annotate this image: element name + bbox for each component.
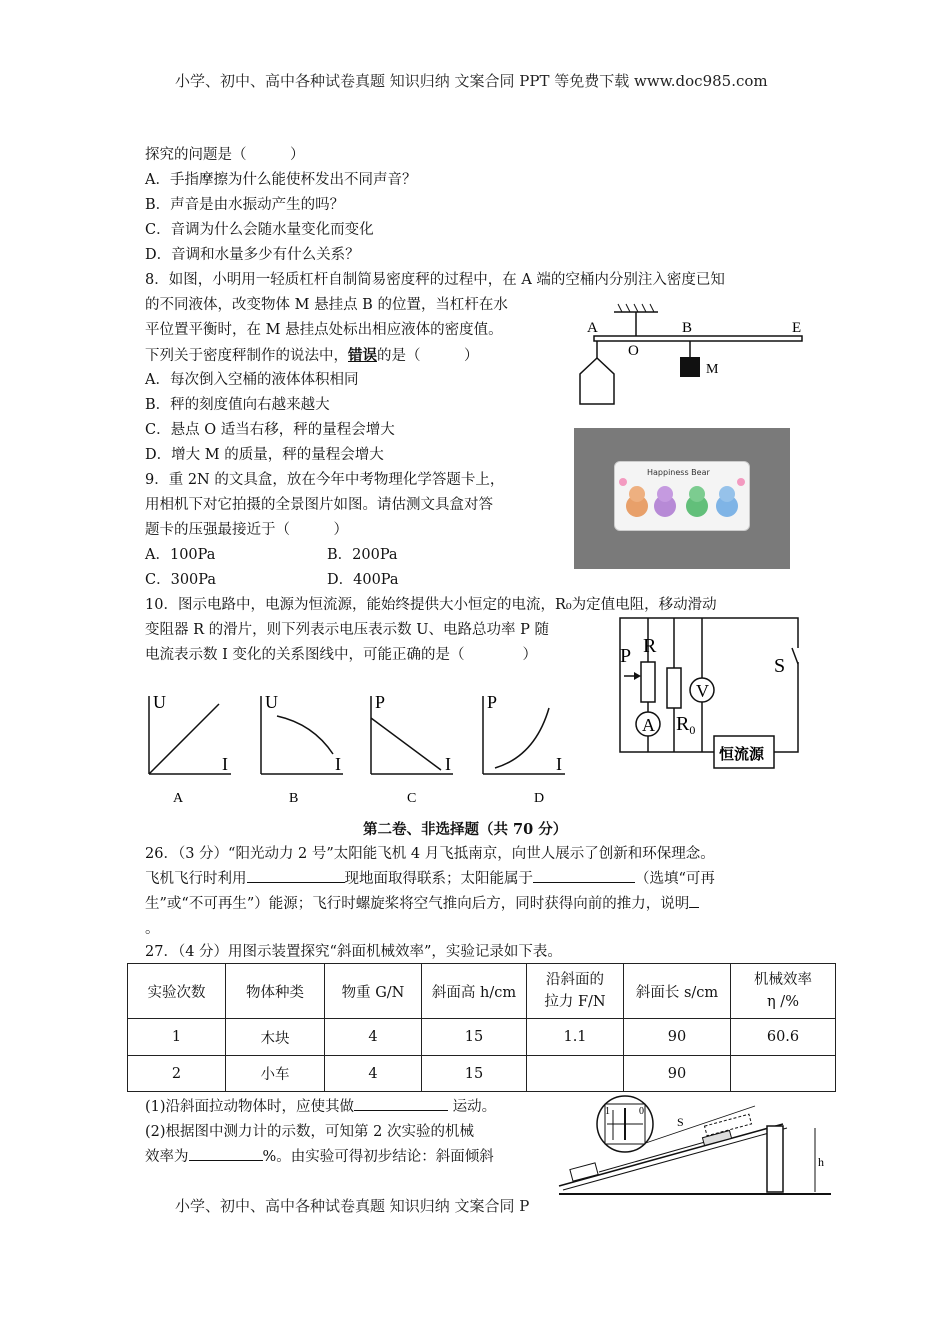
q9-line2: 用相机下对它拍摄的全景图片如图。请估测文具盒对答: [145, 497, 493, 513]
q8-option-d: D．增大 M 的质量，秤的量程会增大: [145, 447, 384, 463]
label-b: B: [682, 320, 693, 336]
label-a: A: [587, 320, 598, 336]
graph-d: [483, 692, 565, 806]
svg-text:P: P: [375, 692, 386, 712]
label-current-source: 恒流源: [719, 745, 765, 763]
label-m: M: [706, 362, 719, 377]
cart: [570, 1163, 598, 1181]
q7-option-b: B．声音是由水振动产生的吗？: [145, 197, 345, 213]
label-r0: $R_0$: [676, 713, 696, 737]
graph-c: [371, 692, 453, 806]
experiment-table: [127, 963, 836, 1092]
svg-text:I: I: [335, 754, 341, 774]
q8-emphasis: 错误: [348, 347, 377, 364]
q9-option-a: A．100Pa: [145, 547, 216, 563]
label-e: E: [792, 320, 802, 336]
graph-b: [261, 692, 343, 806]
resistor-r0: [667, 668, 681, 708]
q27-sub1: (1)沿斜面拉动物体时，应使其做 运动。: [145, 1095, 496, 1120]
q10-line3: 电流表示数 I 变化的关系图线中，可能正确的是（ ）: [145, 647, 537, 663]
q9-option-d: D．400Pa: [327, 572, 399, 588]
q8-line4-post: 的是（ ）: [377, 348, 479, 364]
pencil-box-photo: [574, 428, 790, 569]
q27-sub2-line2: 效率为 %。由实验可得初步结论：斜面倾斜: [145, 1145, 494, 1170]
q26-line3: 生”或“不可再生”）能源；飞行时螺旋桨将空气推向后方，同时获得向前的推力，说明: [145, 892, 699, 917]
q8-line4-pre: 下列关于密度秤制作的说法中，: [145, 348, 348, 364]
svg-text:I: I: [556, 754, 562, 774]
q26-line4: 。: [145, 921, 160, 937]
pencil-box: [614, 461, 750, 531]
q27-line1: 27．（4 分）用图示装置探究“斜面机械效率”，实验记录如下表。: [145, 944, 562, 960]
label-s: S: [677, 1115, 684, 1129]
label-p: P: [620, 645, 632, 667]
svg-text:C: C: [407, 791, 417, 806]
bear-illustrations: [615, 462, 749, 530]
q27-blank-1[interactable]: [354, 1096, 448, 1111]
q27-blank-2[interactable]: [189, 1146, 263, 1161]
q8-line2: 的不同液体，改变物体 M 悬挂点 B 的位置，当杠杆在水: [145, 297, 508, 313]
section2-title: 第二卷、非选择题（共 70 分）: [363, 821, 568, 838]
q7-option-d: D．音调和水量多少有什么关系？: [145, 247, 360, 263]
incline-figure: [555, 1090, 835, 1200]
q9-option-b: B．200Pa: [327, 547, 398, 563]
table-row: 2 小车 4 15 90: [128, 1056, 836, 1092]
svg-text:P: P: [487, 692, 498, 712]
incline-support: [767, 1126, 783, 1192]
graph-a: [149, 692, 231, 806]
label-v: V: [696, 681, 709, 701]
pencil-box-label: Happiness Bear: [647, 468, 710, 477]
svg-text:I: I: [445, 754, 451, 774]
circuit-diagram: [612, 612, 808, 772]
mass-m: [680, 357, 700, 377]
q9-option-c: C．300Pa: [145, 572, 217, 588]
scale-label-1: 1: [605, 1106, 610, 1117]
table-header-row: 实验次数 物体种类 物重 G/N 斜面高 h/cm 沿斜面的 拉力 F/N 斜面长 s/cm 机械效率 η /%: [128, 964, 836, 1019]
q7-option-a: A．手指摩擦为什么能使杯发出不同声音？: [145, 172, 417, 188]
q10-line2: 变阻器 R 的滑片，则下列表示电压表示数 U、电路总功率 P 随: [145, 622, 549, 638]
q26-line2: 飞机飞行时利用 现地面取得联系；太阳能属于 （选填“可再: [145, 867, 715, 892]
scale-label-0: 0: [639, 1106, 644, 1117]
svg-text:U: U: [153, 692, 166, 712]
label-o: O: [628, 343, 639, 359]
q8-option-a: A．每次倒入空桶的液体体积相同: [145, 372, 359, 388]
svg-text:U: U: [265, 692, 278, 712]
label-s: S: [774, 655, 786, 677]
page-footer: 小学、初中、高中各种试卷真题 知识归纳 文案合同 P: [175, 1197, 530, 1215]
q7-option-c: C．音调为什么会随水量变化而变化: [145, 222, 374, 238]
label-a-meter: A: [642, 715, 655, 735]
q26-line1: 26．（3 分）“阳光动力 2 号”太阳能飞机 4 月飞抵南京，向世人展示了创新和环保理念。: [145, 846, 715, 862]
q27-sub2-line1: (2)根据图中测力计的示数，可知第 2 次实验的机械: [145, 1124, 474, 1140]
svg-text:I: I: [222, 754, 228, 774]
q8-line1: 8．如图，小明用一轻质杠杆自制简易密度秤的过程中，在 A 端的空桶内分别注入密度已知: [145, 272, 725, 288]
svg-text:B: B: [289, 791, 299, 806]
q9-line1: 9．重 2N 的文具盒，放在今年中考物理化学答题卡上，: [145, 472, 505, 488]
label-r: R: [643, 635, 657, 657]
lever-diagram: [570, 300, 810, 412]
q26-blank-1[interactable]: [247, 868, 345, 883]
q8-line4: [145, 343, 479, 369]
q8-option-b: B．秤的刻度值向右越来越大: [145, 397, 330, 413]
q8-option-c: C．悬点 O 适当右移，秤的量程会增大: [145, 422, 395, 438]
q9-line3: 题卡的压强最接近于（ ）: [145, 522, 348, 538]
q8-line3: 平位置平衡时，在 M 悬挂点处标出相应液体的密度值。: [145, 322, 503, 338]
q26-blank-3[interactable]: [689, 893, 699, 908]
answer-graphs: [135, 688, 585, 810]
label-h: h: [818, 1155, 824, 1169]
svg-text:D: D: [534, 791, 545, 806]
page-header: 小学、初中、高中各种试卷真题 知识归纳 文案合同 PPT 等免费下载 www.doc985.com: [175, 72, 768, 90]
rheostat-r: [641, 662, 655, 702]
q10-line1: 10．图示电路中，电源为恒流源，能始终提供大小恒定的电流，R₀为定值电阻，移动滑动: [145, 597, 717, 613]
q7-stem: 探究的问题是（ ）: [145, 147, 305, 163]
svg-text:A: A: [173, 791, 184, 806]
q26-blank-2[interactable]: [533, 868, 635, 883]
table-row: 1 木块 4 15 1.1 90 60.6: [128, 1019, 836, 1056]
